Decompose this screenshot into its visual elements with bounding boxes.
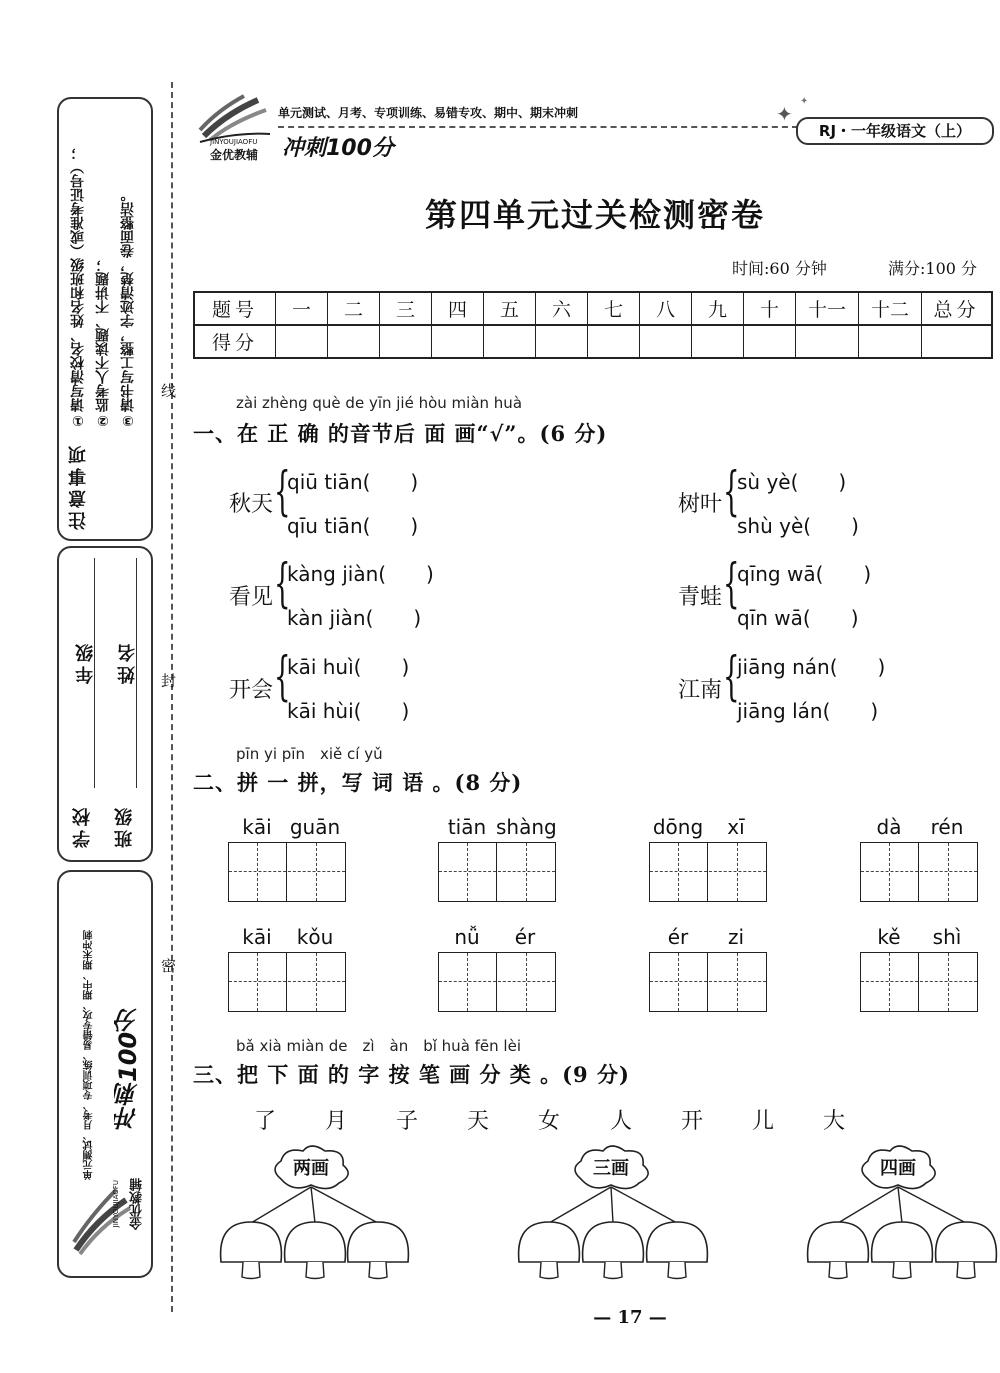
- q3-char: 子: [396, 1109, 419, 1134]
- tianzi-box[interactable]: [860, 952, 978, 1012]
- score-header-cell: 二: [328, 292, 380, 325]
- tianzi-box[interactable]: [438, 842, 556, 902]
- score-cell[interactable]: [328, 325, 380, 358]
- full-score: 满分:100 分: [888, 259, 978, 278]
- q3-char: 了: [254, 1109, 277, 1134]
- mushroom-stem: [369, 1262, 387, 1279]
- score-cell[interactable]: [432, 325, 484, 358]
- q2-pinyin-b: guān: [289, 815, 341, 839]
- q3-pinyin: bǎ xià miàn de zì àn bǐ huà fēn lèi: [236, 1037, 522, 1055]
- score-header-cell: 五: [484, 292, 536, 325]
- field-class[interactable]: [112, 558, 138, 848]
- q2-pinyin-a: dōng: [652, 815, 704, 839]
- q1-option[interactable]: kāi hùi( ): [287, 699, 410, 723]
- q1-title: 一、在 正 确 的音节后 面 画“√”。(6 分): [193, 421, 608, 446]
- q3-title: 三、把 下 面 的 字 按 笔 画 分 类 。(9 分): [193, 1062, 630, 1087]
- fold-label-line: 线: [159, 383, 177, 398]
- score-cell[interactable]: [380, 325, 432, 358]
- score-header-cell: 八: [640, 292, 692, 325]
- q1-option[interactable]: jiāng nán( ): [737, 655, 886, 679]
- q2-pinyin-b: shì: [932, 925, 962, 949]
- q1-option[interactable]: shù yè( ): [737, 514, 859, 538]
- q2-title: 二、拼 一 拼，写 词 语 。(8 分): [193, 770, 523, 795]
- branch-line: [549, 1187, 611, 1223]
- tianzi-box[interactable]: [438, 952, 556, 1012]
- brace-icon: {: [723, 647, 740, 707]
- q1-option[interactable]: kàng jiàn( ): [287, 562, 434, 586]
- score-header-cell: 九: [692, 292, 744, 325]
- q1-option[interactable]: qīu tiān( ): [287, 514, 419, 538]
- score-cell[interactable]: [744, 325, 796, 358]
- field-school-label: 学校: [72, 804, 93, 848]
- q2-pinyin-a: tiān: [447, 815, 487, 839]
- field-grade-label: 年级: [75, 640, 96, 684]
- branch-line: [311, 1187, 315, 1223]
- group-label-four: 四画: [880, 1158, 916, 1179]
- score-header-cell: 三: [380, 292, 432, 325]
- score-table-header-row: [194, 292, 992, 325]
- sparkle-icon: ✦: [776, 102, 793, 126]
- notice-line-3: ③请书写工整，字迹清楚，卷面整洁。: [120, 188, 136, 428]
- score-header-cell: 十一: [796, 292, 859, 325]
- q1-option[interactable]: jiāng lán( ): [737, 699, 879, 723]
- q1-option[interactable]: sù yè( ): [737, 470, 847, 494]
- score-cell[interactable]: [640, 325, 692, 358]
- q2-pinyin-b: zi: [727, 925, 745, 949]
- mushroom-stem: [893, 1262, 911, 1279]
- q2-pinyin-a: kě: [877, 925, 901, 949]
- logo-pinyin: JINYOUJIAOFU: [210, 138, 258, 146]
- group-label-three: 三画: [593, 1158, 629, 1179]
- bottom-logo-pinyin: JINYOUJIAOFU: [112, 1180, 120, 1228]
- branch-line: [838, 1187, 898, 1223]
- logo-text: 金优教辅: [210, 148, 259, 162]
- mushroom-stem: [604, 1262, 622, 1279]
- brace-icon: {: [274, 462, 291, 522]
- brace-icon: {: [274, 554, 291, 614]
- q1-word: 开会: [229, 678, 274, 703]
- q1-word: 青蛙: [678, 585, 723, 610]
- q3-char: 人: [610, 1109, 633, 1134]
- q3-char: 天: [467, 1109, 490, 1134]
- branch-line: [898, 1187, 902, 1223]
- q2-pinyin-b: rén: [930, 815, 964, 839]
- field-school[interactable]: [70, 558, 96, 848]
- score-cell[interactable]: [276, 325, 328, 358]
- notice-line-1: ①请写清校名、姓名和班级（或准考证号）；: [70, 146, 86, 428]
- q2-pinyin-a: dà: [876, 815, 902, 839]
- mushroom-stem: [242, 1262, 260, 1279]
- q1-word: 树叶: [678, 492, 723, 517]
- tianzi-box[interactable]: [649, 952, 767, 1012]
- score-header-cell: 十: [744, 292, 796, 325]
- q2-pinyin-b: xī: [727, 815, 745, 839]
- mushroom-cap[interactable]: [583, 1222, 644, 1262]
- q2-pinyin: pīn yi pīn xiě cí yǔ: [236, 745, 383, 763]
- mushroom-stem: [957, 1262, 975, 1279]
- group-label-two: 两画: [293, 1158, 329, 1179]
- score-header-cell: 一: [276, 292, 328, 325]
- q1-option[interactable]: kāi huì( ): [287, 655, 410, 679]
- header-rule: [278, 126, 798, 128]
- q2-pinyin-a: nǚ: [454, 925, 480, 949]
- q2-pinyin-a: kāi: [242, 925, 272, 949]
- score-header-cell: 总分: [922, 292, 993, 325]
- score-header-cell: 六: [536, 292, 588, 325]
- q1-option[interactable]: qiū tiān( ): [287, 470, 419, 494]
- brand-title: 冲刺100分: [282, 136, 394, 161]
- brace-icon: {: [723, 462, 740, 522]
- score-row-label: 得分: [194, 325, 276, 358]
- q2-pinyin-b: kǒu: [296, 925, 334, 949]
- brace-icon: {: [723, 554, 740, 614]
- mushroom-cap[interactable]: [221, 1222, 282, 1262]
- q1-word: 秋天: [229, 492, 274, 517]
- q2-pinyin-b: ér: [514, 925, 536, 949]
- score-header-cell: 题号: [194, 292, 276, 325]
- score-header-cell: 七: [588, 292, 640, 325]
- bottom-brand: 冲刺100分: [114, 1007, 142, 1130]
- q1-pinyin: zài zhèng què de yīn jié hòu miàn huà: [236, 394, 523, 412]
- tianzi-box[interactable]: [228, 842, 346, 902]
- fold-line: [171, 82, 173, 1312]
- notice-line-2: ②监考人不读题、不讲题；: [95, 258, 111, 428]
- fold-label-seal: 封: [159, 673, 177, 688]
- q1-option[interactable]: qīng wā( ): [737, 562, 872, 586]
- page-title: 第四单元过关检测密卷: [424, 196, 765, 234]
- mushroom-stem: [668, 1262, 686, 1279]
- score-cell[interactable]: [536, 325, 588, 358]
- q3-trees: [0, 1140, 1000, 1290]
- time-limit: 时间:60 分钟: [732, 259, 827, 278]
- branch-line: [311, 1187, 378, 1223]
- branch-line: [611, 1187, 613, 1223]
- mushroom-stem: [540, 1262, 558, 1279]
- mushroom-stem: [306, 1262, 324, 1279]
- field-class-label: 班级: [114, 804, 135, 848]
- q3-char: 开: [681, 1109, 704, 1134]
- bottom-series-text: 单元测试、月考、专项训练、易错专攻、期中、期末冲刺: [84, 930, 95, 1180]
- bottom-logo-text: 金优教辅: [130, 1178, 145, 1230]
- mushroom-cap[interactable]: [872, 1222, 933, 1262]
- q1-word: 看见: [229, 585, 274, 610]
- branch-line: [898, 1187, 966, 1223]
- q2-pinyin-a: kāi: [242, 815, 272, 839]
- score-cell[interactable]: [588, 325, 640, 358]
- score-table-row: [194, 325, 992, 358]
- branch-line: [251, 1187, 311, 1223]
- edition-badge: RJ・一年级语文（上）: [796, 117, 994, 145]
- q1-option[interactable]: kàn jiàn( ): [287, 606, 422, 630]
- score-cell[interactable]: [692, 325, 744, 358]
- mushroom-cap[interactable]: [519, 1222, 580, 1262]
- page-number: — 17 —: [593, 1307, 667, 1328]
- q1-word: 江南: [678, 678, 723, 703]
- series-text: 单元测试、月考、专项训练、易错专攻、期中、期末冲刺: [278, 106, 579, 120]
- notice-label: 注意事项: [68, 442, 89, 530]
- mushroom-stem: [829, 1262, 847, 1279]
- fold-label-secret: 密: [159, 958, 177, 973]
- q2-pinyin-a: ér: [667, 925, 689, 949]
- q3-char: 女: [538, 1109, 561, 1134]
- mushroom-cap[interactable]: [647, 1222, 708, 1262]
- score-cell[interactable]: [796, 325, 859, 358]
- score-cell[interactable]: [484, 325, 536, 358]
- score-cell[interactable]: [922, 325, 993, 358]
- score-cell[interactable]: [859, 325, 922, 358]
- q2-pinyin-b: shàng: [496, 815, 557, 839]
- tianzi-box[interactable]: [228, 952, 346, 1012]
- branch-line: [611, 1187, 677, 1223]
- tianzi-box[interactable]: [649, 842, 767, 902]
- score-header-cell: 十二: [859, 292, 922, 325]
- score-table: [193, 291, 993, 359]
- q3-char: 月: [325, 1109, 348, 1134]
- mushroom-cap[interactable]: [936, 1222, 997, 1262]
- mushroom-cap[interactable]: [285, 1222, 346, 1262]
- q1-option[interactable]: qīn wā( ): [737, 606, 859, 630]
- field-name-label: 姓名: [117, 640, 138, 684]
- sparkle-small-icon: ✦: [800, 96, 809, 107]
- score-header-cell: 四: [432, 292, 484, 325]
- tianzi-box[interactable]: [860, 842, 978, 902]
- mushroom-cap[interactable]: [348, 1222, 409, 1262]
- mushroom-cap[interactable]: [808, 1222, 869, 1262]
- q3-char: 大: [823, 1109, 846, 1134]
- brace-icon: {: [274, 647, 291, 707]
- q3-char: 儿: [752, 1109, 775, 1134]
